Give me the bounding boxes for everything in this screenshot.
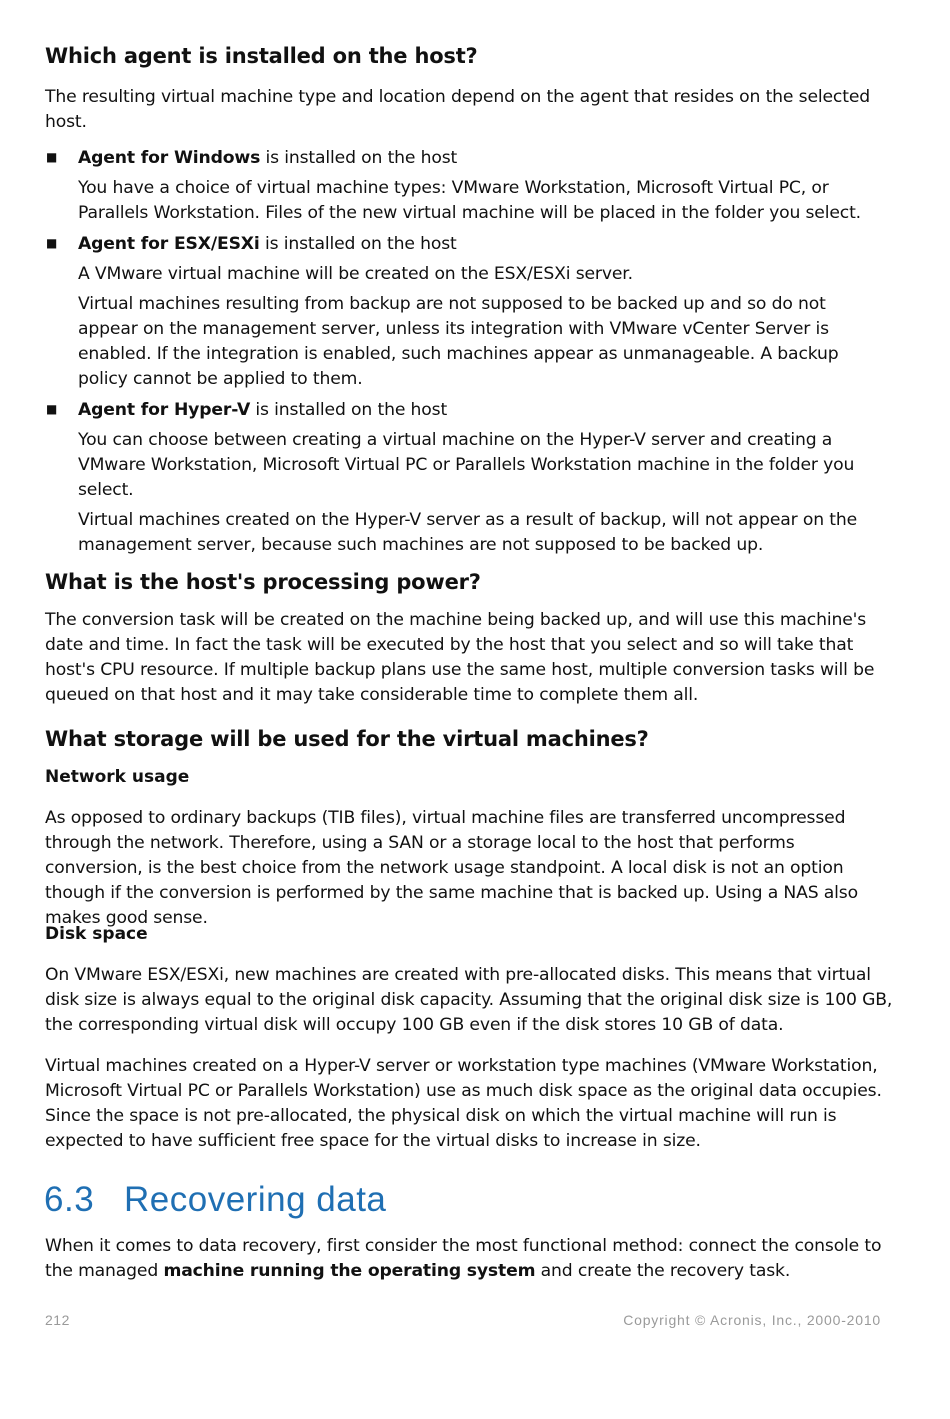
heading-processing-power: What is the host's processing power? bbox=[45, 570, 481, 594]
heading-agent-installed: Which agent is installed on the host? bbox=[45, 44, 478, 68]
chapter-heading bbox=[44, 1180, 386, 1220]
bullet-detail: You have a choice of virtual machine types: VMware Workstation, Microsoft Virtual PC, or Parallels Workstation. Files of the new virtual machine will be placed in the folder you select. bbox=[78, 178, 861, 223]
processing-power-paragraph: The conversion task will be created on the machine being backed up, and will use this machine's date and time. In fact the task will be executed by the host that you select and so will take that host's CPU resource. If multiple backup plans use the same host, multiple conversion tasks will be queued on that host and it may take considerable time to complete them all. bbox=[45, 610, 875, 705]
bullet-agent-windows bbox=[78, 146, 888, 171]
bullet-detail: A VMware virtual machine will be created on the ESX/ESXi server. bbox=[78, 264, 633, 284]
bullet-agent-hyperv bbox=[78, 398, 888, 423]
bullet-agent-esx bbox=[78, 232, 888, 257]
bullet-detail: Virtual machines created on the Hyper-V server as a result of backup, will not appear on the management server, because such machines are not supposed to be backed up. bbox=[78, 510, 858, 555]
intro-paragraph: The resulting virtual machine type and location depend on the agent that resides on the selected host. bbox=[45, 87, 871, 132]
copyright-notice: Copyright © Acronis, Inc., 2000-2010 bbox=[623, 1312, 881, 1328]
recovery-text-after: and create the recovery task. bbox=[535, 1261, 791, 1281]
bullet-square-icon: ■ bbox=[46, 150, 58, 164]
bullet-bold-label: Agent for ESX/ESXi bbox=[78, 234, 260, 254]
chapter-number: 6.3 bbox=[44, 1180, 95, 1219]
bullet-square-icon: ■ bbox=[46, 402, 58, 416]
heading-network-usage: Network usage bbox=[45, 767, 190, 787]
page-number: 212 bbox=[45, 1312, 70, 1328]
bullet-detail: Virtual machines resulting from backup are not supposed to be backed up and so do not appear on the management server, unless its integration with VMware vCenter Server is enabled. If the integration is enabled, such machines appear as unmanageable. A backup policy cannot be applied to them. bbox=[78, 294, 839, 389]
heading-storage: What storage will be used for the virtual machines? bbox=[45, 727, 649, 751]
bullet-rest-label: is installed on the host bbox=[260, 148, 458, 168]
bullet-detail: You can choose between creating a virtual machine on the Hyper-V server and creating a VMware Workstation, Microsoft Virtual PC or Parallels Workstation machine in the folder you select. bbox=[78, 430, 855, 500]
recovery-paragraph bbox=[45, 1234, 895, 1284]
bullet-square-icon: ■ bbox=[46, 236, 58, 250]
bullet-rest-label: is installed on the host bbox=[250, 400, 448, 420]
recovery-text-before: When it comes to data recovery, first consider the most functional method: connect the console to the managed bbox=[45, 1236, 882, 1281]
network-usage-paragraph: As opposed to ordinary backups (TIB files), virtual machine files are transferred uncompressed through the network. Therefore, using a SAN or a storage local to the host that performs conversion, is the best choice from the network usage standpoint. A local disk is not an option though if the conversion is performed by the same machine that is backed up. Using a NAS also makes good sense. bbox=[45, 808, 858, 928]
chapter-title: Recovering data bbox=[124, 1180, 387, 1219]
recovery-text-bold: machine running the operating system bbox=[163, 1261, 536, 1281]
heading-disk-space: Disk space bbox=[45, 924, 148, 944]
bullet-bold-label: Agent for Hyper-V bbox=[78, 400, 251, 420]
bullet-rest-label: is installed on the host bbox=[259, 234, 457, 254]
disk-space-paragraph-1: On VMware ESX/ESXi, new machines are created with pre-allocated disks. This means that virtual disk size is always equal to the original disk capacity. Assuming that the original disk size is 100 GB, the corresponding virtual disk will occupy 100 GB even if the disk stores 10 GB of data. bbox=[45, 965, 893, 1035]
disk-space-paragraph-2: Virtual machines created on a Hyper-V server or workstation type machines (VMware Workstation, Microsoft Virtual PC or Parallels Workstation) use as much disk space as the original data occupies. Since the space is not pre-allocated, the physical disk on which the virtual machine will run is expected to have sufficient free space for the virtual disks to increase in size. bbox=[45, 1056, 882, 1151]
bullet-bold-label: Agent for Windows bbox=[78, 148, 261, 168]
